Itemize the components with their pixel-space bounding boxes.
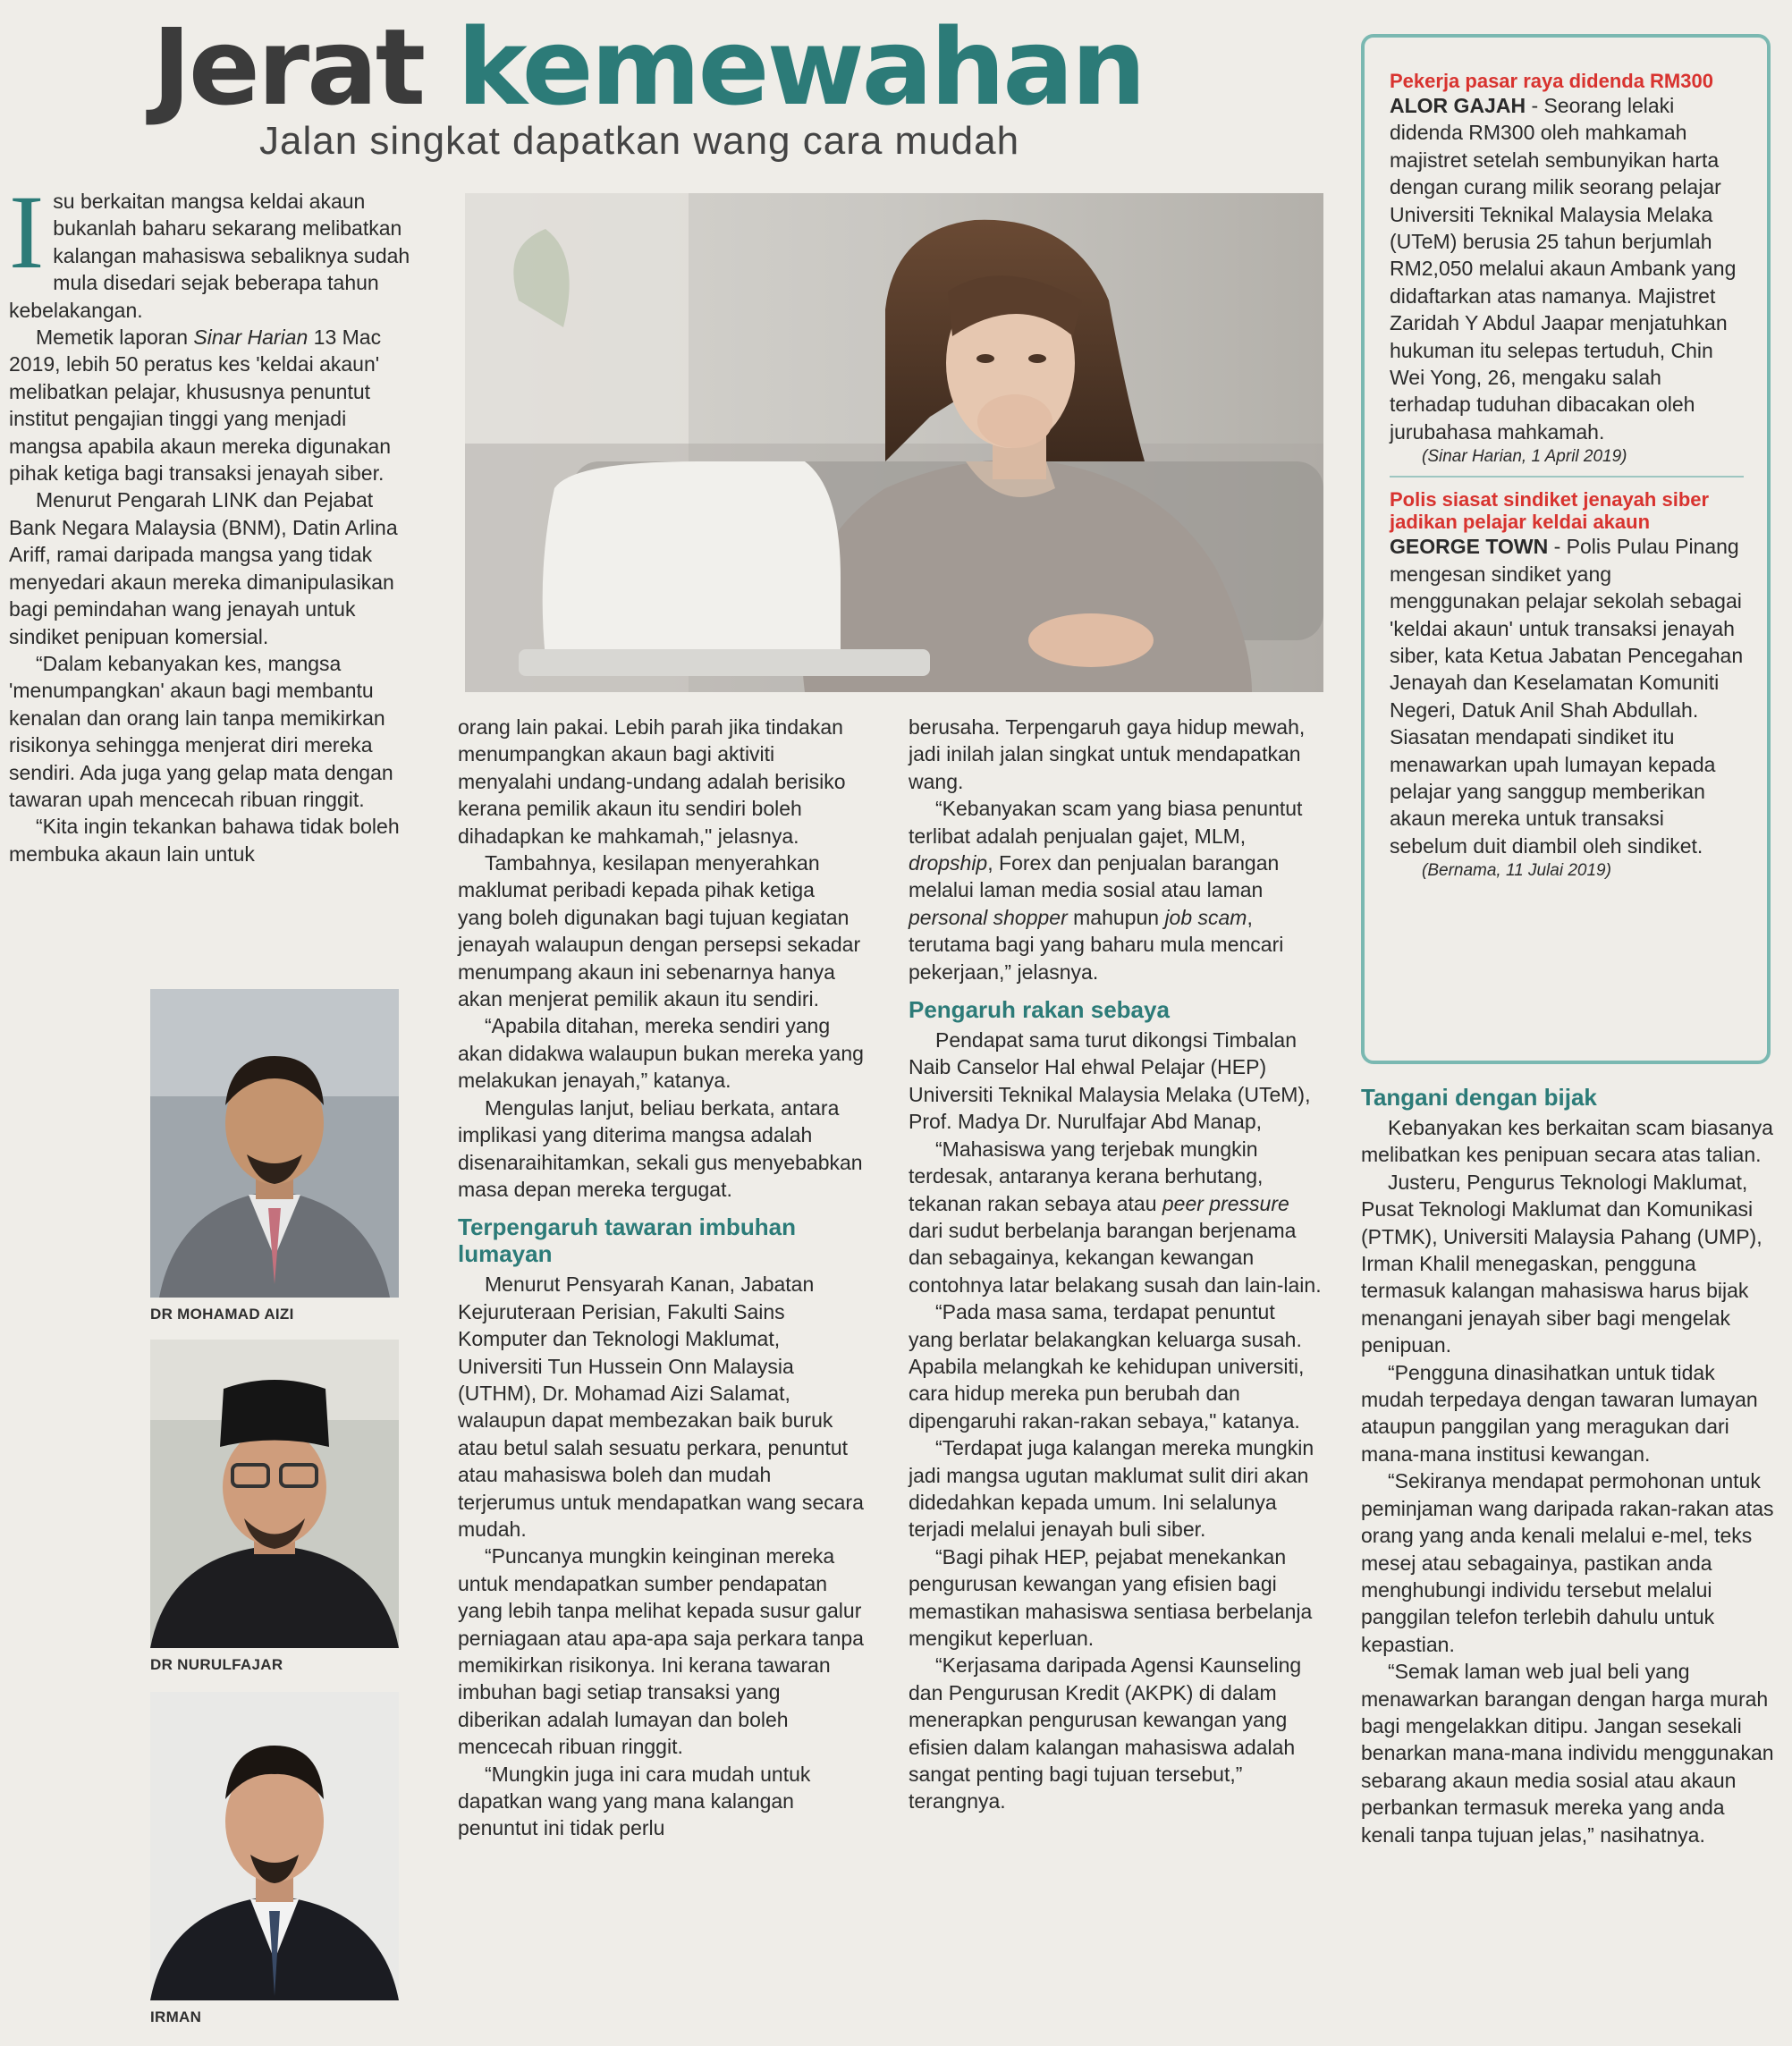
section-heading: Pengaruh rakan sebaya [909, 996, 1170, 1024]
caption: DR MOHAMAD AIZI [150, 1306, 294, 1323]
paragraph: su berkaitan mangsa keldai akaun bukanlah baharu sekarang melibatkan kalangan mahasiswa sebaliknya sudah mula disedari sejak beberapa tahun kebelakangan. [9, 190, 410, 322]
sidebar-source: (Sinar Harian, 1 April 2019) [1422, 447, 1627, 467]
caption: DR NURULFAJAR [150, 1656, 283, 1673]
paragraph: Menurut Pengarah LINK dan Pejabat Bank Negara Malaysia (BNM), Datin Arlina Ariff, ramai daripada mangsa yang tidak menyedari akaun mereka dimanipulasikan bagi pemindahan wang jenayah untuk sindiket penipuan komersial. [9, 488, 398, 648]
paragraph: “Kita ingin tekankan bahawa tidak boleh membuka akaun lain untuk [9, 815, 400, 866]
paragraph: “Kerjasama daripada Agensi Kaunseling dan Pengurusan Kredit (AKPK) di dalam menerapkan pengurusan kewangan yang efisien dalam kalangan mahasiswa adalah sangat penting bagi tujuan tersebut,” terangnya. [909, 1653, 1302, 1814]
sidebar-item-text: ALOR GAJAH - Seorang lelaki didenda RM300 oleh mahkamah majistret setelah sembunyikan harta dengan curang milik seorang pelajar Universiti Teknikal Malaysia Melaka (UTeM) berusia 25 tahun berjumlah RM2,050 melalui akaun Ambank yang didaftarkan atas namanya. Majistret Zaridah Y Abdul Jaapar menjatuhkan hukuman itu selepas tertuduh, Chin Wei Yong, 26, mengaku salah terhadap tuduhan dibacakan oleh jurubahasa mahkamah. [1390, 94, 1737, 444]
sidebar-item-text: GEORGE TOWN - Polis Pulau Pinang mengesan sindiket yang menggunakan pelajar sekolah sebagai 'keldai akaun' untuk transaksi jenayah siber, kata Ketua Jabatan Pencegahan Jenayah dan Keselamatan Komuniti Negeri, Datuk Anil Shah Abdullah. Siasatan mendapati sindiket itu menawarkan upah lumayan kepada pelajar yang sanggup memberikan akaun mereka untuk transaksi sebelum duit diambil oleh sindiket. [1390, 535, 1744, 858]
headline-word-2: kemewahan [457, 5, 1144, 129]
headline [152, 5, 1144, 129]
sidebar-source: (Bernama, 11 Julai 2019) [1422, 861, 1611, 881]
paragraph: “Apabila ditahan, mereka sendiri yang akan didakwa walaupun bukan mereka yang melakukan jenayah,” katanya. [458, 1014, 864, 1093]
divider [1390, 476, 1744, 478]
paragraph: Memetik laporan Sinar Harian 13 Mac 2019, lebih 50 peratus kes 'keldai akaun' melibatkan pelajar, khususnya penuntut institut pengajian tinggi yang menjadi mangsa apabila akaun mereka digunakan pihak ketiga bagi transaksi jenayah siber. [9, 326, 392, 486]
dateline: GEORGE TOWN [1390, 535, 1549, 559]
article-column-2 [458, 714, 865, 1842]
paragraph: berusaha. Terpengaruh gaya hidup mewah, jadi inilah jalan singkat untuk mendapatkan wang. [909, 715, 1306, 793]
portrait-irman [150, 1692, 399, 2026]
sidebar-title: Pekerja pasar raya didenda RM300 [1390, 70, 1713, 92]
paragraph: Kebanyakan kes berkaitan scam biasanya melibatkan kes penipuan secara atas talian. [1361, 1116, 1773, 1167]
paragraph: Tambahnya, kesilapan menyerahkan maklumat peribadi kepada pihak ketiga yang boleh digunakan bagi tujuan kegiatan jenayah walaupun dengan persepsi sekadar menumpang akaun ini sebenarnya hanya akan menjerat pemilik akaun itu sendiri. [458, 851, 861, 1011]
paragraph: Mengulas lanjut, beliau berkata, antara implikasi yang diterima mangsa adalah disenaraihitamkan, sekali gus menyebabkan masa depan mereka tergugat. [458, 1095, 863, 1201]
paragraph: Justeru, Pengurus Teknologi Maklumat, Pusat Teknologi Maklumat dan Komunikasi (PTMK), Universiti Malaysia Pahang (UMP), Irman Khalil menegaskan, pengguna termasuk kalangan mahasiswa harus bijak menangani jenayah siber bagi mengelak penipuan. [1361, 1170, 1762, 1357]
paragraph: “Kebanyakan scam yang biasa penuntut terlibat adalah penjualan gajet, MLM, dropship, Forex dan penjualan barangan melalui laman media sosial atau laman personal shopper mahupun job scam, terutama bagi yang baharu mula mencari pekerjaan,” jelasnya. [909, 797, 1303, 984]
article-column-4 [1361, 1084, 1774, 1848]
caption: IRMAN [150, 2008, 202, 2025]
paragraph: “Mungkin juga ini cara mudah untuk dapatkan wang yang mana kalangan penuntut ini tidak perlu [458, 1762, 811, 1840]
paragraph: “Pada masa sama, terdapat penuntut yang berlatar belakangkan keluarga susah. Apabila melangkah ke kehidupan universiti, cara hidup mereka pun berubah dan dipengaruhi rakan-rakan sebaya," katanya. [909, 1300, 1305, 1433]
portrait-nurulfajar [150, 1340, 399, 1674]
main-photo-image [465, 193, 1323, 692]
paragraph: “Bagi pihak HEP, pejabat menekankan pengurusan kewangan yang efisien bagi memastikan mahasiswa sentiasa berbelanja mengikut keperluan. [909, 1544, 1313, 1650]
sidebar-news-box [1361, 34, 1771, 1064]
article-column-1 [9, 173, 418, 867]
drop-cap: I [9, 173, 45, 291]
portrait-irman-photo [150, 1692, 399, 2000]
portrait-nurulfajar-photo [150, 1340, 399, 1648]
paragraph: Pendapat sama turut dikongsi Timbalan Naib Canselor Hal ehwal Pelajar (HEP) Universiti Teknikal Malaysia Melaka (UTeM), Prof. Madya Dr. Nurulfajar Abd Manap, [909, 1028, 1311, 1134]
section-heading: Tangani dengan bijak [1361, 1084, 1597, 1111]
paragraph: Menurut Pensyarah Kanan, Jabatan Kejuruteraan Perisian, Fakulti Sains Komputer dan Teknologi Maklumat, Universiti Tun Hussein Onn Malaysia (UTHM), Dr. Mohamad Aizi Salamat, walaupun dapat membezakan baik buruk atau betul salah sesuatu perkara, penuntut atau mahasiswa boleh dan mudah terjerumus untuk mendapatkan wang secara mudah. [458, 1272, 864, 1541]
paragraph: “Mahasiswa yang terjebak mungkin terdesak, antaranya kerana berhutang, tekanan rakan sebaya atau peer pressure dari sudut berbelanja barangan berjenama dan sebagainya, kekangan kewangan contohnya latar belakang susah dan lain-lain. [909, 1137, 1322, 1297]
paragraph: “Sekiranya mendapat permohonan untuk peminjaman wang daripada rakan-rakan atas orang yang anda kenali melalui e-mel, teks mesej atau sebagainya, pastikan anda menghubungi individu tersebut melalui panggilan telefon terlebih dahulu untuk kepastian. [1361, 1469, 1774, 1656]
section-heading: Terpengaruh tawaran imbuhan lumayan [458, 1213, 797, 1268]
sidebar-title: Polis siasat sindiket jenayah siber jadikan pelajar keldai akaun [1390, 488, 1710, 534]
paragraph: “Puncanya mungkin keinginan mereka untuk mendapatkan sumber pendapatan yang lebih tanpa melihat kepada susur galur perniagaan atau apa-apa saja perkara tanpa memikirkan risikonya. Ini kerana tawaran imbuhan bagi setiap transaksi yang diberikan adalah lumayan dan boleh mencecah ribuan ringgit. [458, 1544, 864, 1759]
paragraph: “Terdapat juga kalangan mereka mungkin jadi mangsa ugutan maklumat sulit diri akan didedahkan kepada umum. Ini selalunya terjadi melalui jenayah buli siber. [909, 1436, 1314, 1542]
paragraph: orang lain pakai. Lebih parah jika tindakan menumpangkan akaun bagi aktiviti menyalahi undang-undang adalah berisiko kerana pemilik akaun itu sendiri boleh dihadapkan ke mahkamah," jelasnya. [458, 715, 846, 848]
portrait-aizi-photo [150, 989, 399, 1298]
paragraph: “Semak laman web jual beli yang menawarkan barangan dengan harga murah bagi mengelakkan ditipu. Jangan sesekali benarkan mana-mana individu menggunakan sebarang akaun media sosial atau akaun perbankan termasuk mereka yang anda kenali tanpa tujuan jelas,” nasihatnya. [1361, 1660, 1774, 1847]
paragraph: “Pengguna dinasihatkan untuk tidak mudah terpedaya dengan tawaran lumayan ataupun panggilan yang meragukan dari mana-mana institusi kewangan. [1361, 1360, 1758, 1466]
portrait-aizi [150, 989, 399, 1323]
subheadline: Jalan singkat dapatkan wang cara mudah [259, 119, 1020, 163]
headline-word-1: Jerat [152, 5, 424, 129]
dateline: ALOR GAJAH [1390, 94, 1526, 117]
main-photo-woman-laptop [465, 193, 1323, 692]
paragraph: “Dalam kebanyakan kes, mangsa 'menumpangkan' akaun bagi membantu kenalan dan orang lain tanpa memikirkan risikonya sehingga menjerat diri mereka sendiri. Ada juga yang gelap mata dengan tawaran upah mencecah ribuan ringgit. [9, 651, 393, 811]
article-column-3 [909, 714, 1324, 1815]
